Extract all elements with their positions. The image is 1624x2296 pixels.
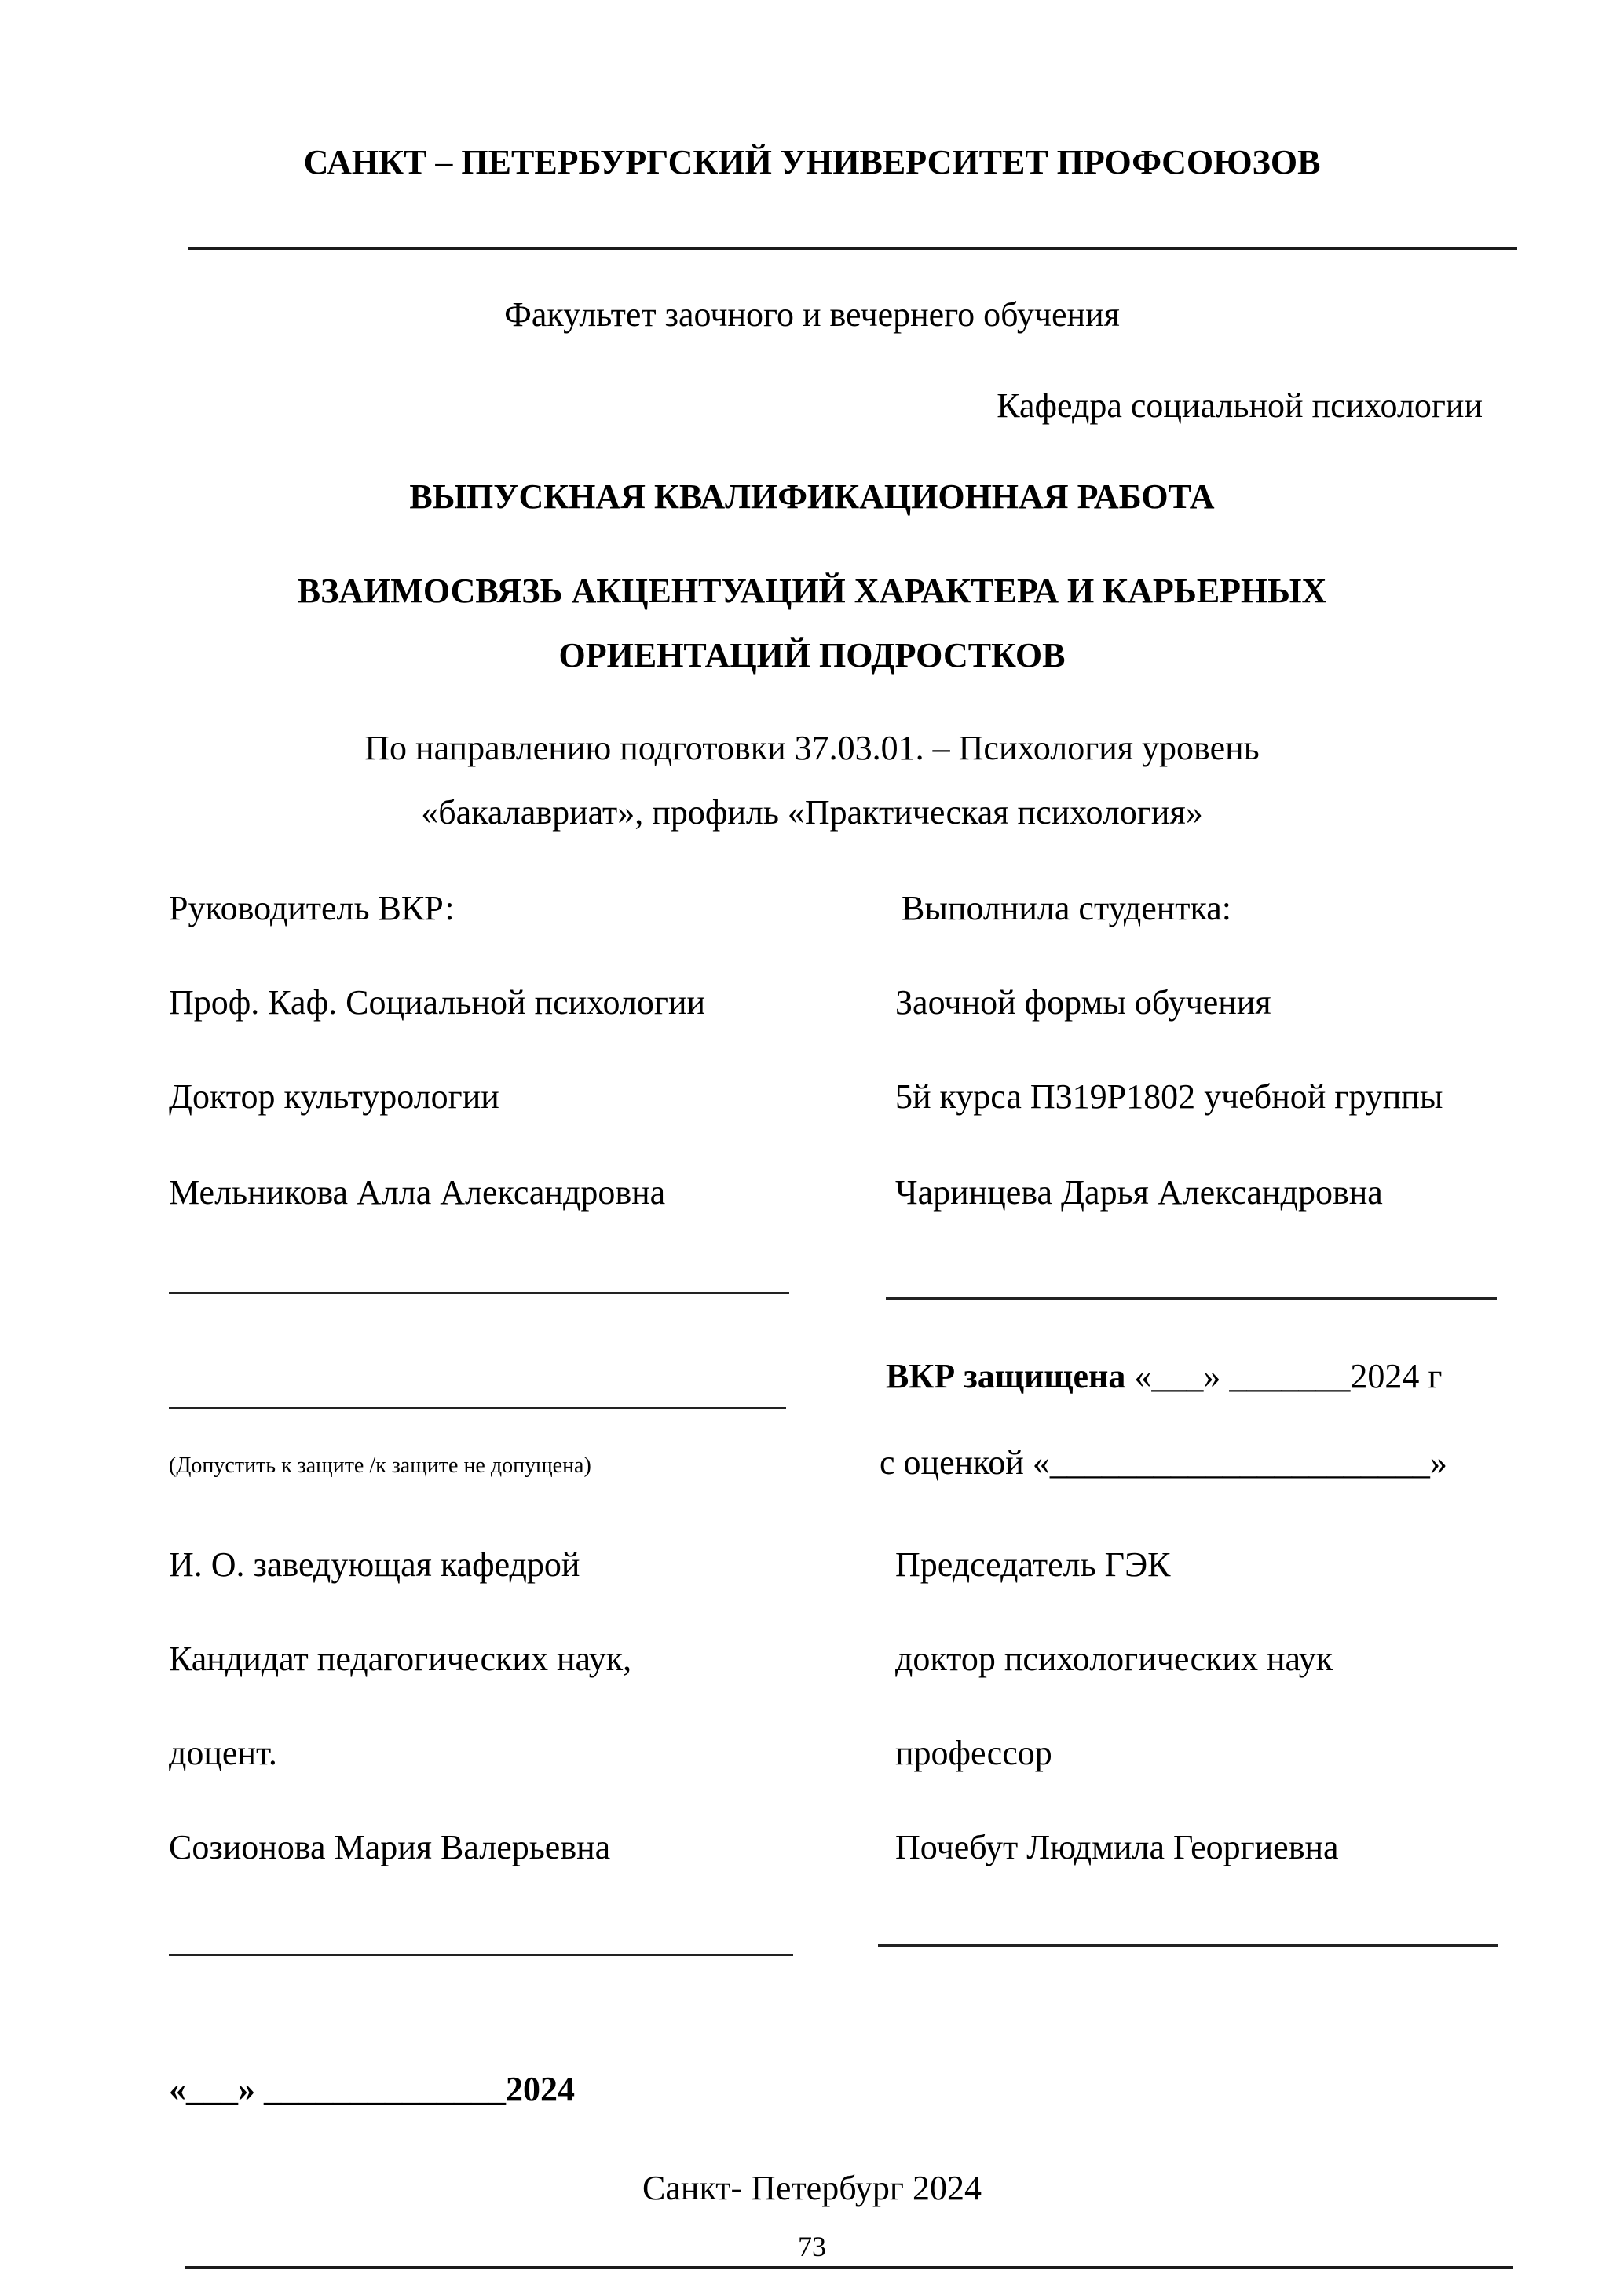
supervisor-name: Мельникова Алла Александровна (169, 1173, 666, 1212)
page-number: 73 (798, 2231, 826, 2262)
student-study-form: Заочной формы обучения (895, 983, 1271, 1022)
date-blank-line: «___» ______________2024 (169, 2070, 575, 2108)
gek-chair-signature-line (878, 1944, 1498, 1947)
student-group: 5й курса П319Р1802 учебной группы (895, 1077, 1443, 1116)
admission-note: (Допустить к защите /к защите не допущена) (169, 1453, 591, 1478)
grade-line: с оценкой «______________________» (880, 1443, 1447, 1482)
supervisor-heading: Руководитель ВКР: (169, 889, 455, 927)
acting-head-name: Созионова Мария Валерьевна (169, 1828, 611, 1866)
supervisor-signature-line (169, 1292, 789, 1294)
header-rule (188, 247, 1517, 250)
defended-line (886, 1357, 1442, 1397)
program-line1: По направлению подготовки 37.03.01. – Психология уровень (364, 729, 1260, 767)
program-line2: «бакалавриат», профиль «Практическая психология» (421, 793, 1203, 832)
gek-chair-title: Председатель ГЭК (895, 1545, 1171, 1584)
student-heading: Выполнила студентка: (902, 889, 1231, 927)
university-name: САНКТ – ПЕТЕРБУРГСКИЙ УНИВЕРСИТЕТ ПРОФСОЮЗОВ (303, 143, 1321, 181)
gek-chair-name: Почебут Людмила Георгиевна (895, 1828, 1339, 1866)
student-name: Чаринцева Дарья Александровна (895, 1173, 1383, 1212)
gek-chair-degree: доктор психологических наук (895, 1640, 1333, 1678)
defended-date-blank: «___» _______2024 г (1125, 1357, 1443, 1395)
admission-signature-line (169, 1407, 786, 1409)
footer-rule (185, 2266, 1513, 2269)
acting-head-rank: доцент. (169, 1734, 277, 1772)
supervisor-position: Проф. Каф. Социальной психологии (169, 983, 706, 1022)
acting-head-signature-line (169, 1954, 793, 1956)
supervisor-degree: Доктор культурологии (169, 1077, 499, 1116)
work-title-line2: ОРИЕНТАЦИЙ ПОДРОСТКОВ (558, 636, 1066, 675)
acting-head-title: И. О. заведующая кафедрой (169, 1545, 580, 1584)
acting-head-degree: Кандидат педагогических наук, (169, 1640, 632, 1678)
defended-label: ВКР защищена (886, 1357, 1126, 1395)
student-signature-line (886, 1297, 1497, 1300)
city-year: Санкт- Петербург 2024 (642, 2169, 982, 2207)
work-type: ВЫПУСКНАЯ КВАЛИФИКАЦИОННАЯ РАБОТА (409, 477, 1215, 516)
faculty-name: Факультет заочного и вечернего обучения (504, 295, 1120, 334)
gek-chair-rank: профессор (895, 1734, 1052, 1772)
work-title-line1: ВЗАИМОСВЯЗЬ АКЦЕНТУАЦИЙ ХАРАКТЕРА И КАРЬЕРНЫХ (297, 572, 1327, 610)
department-name: Кафедра социальной психологии (997, 386, 1483, 425)
